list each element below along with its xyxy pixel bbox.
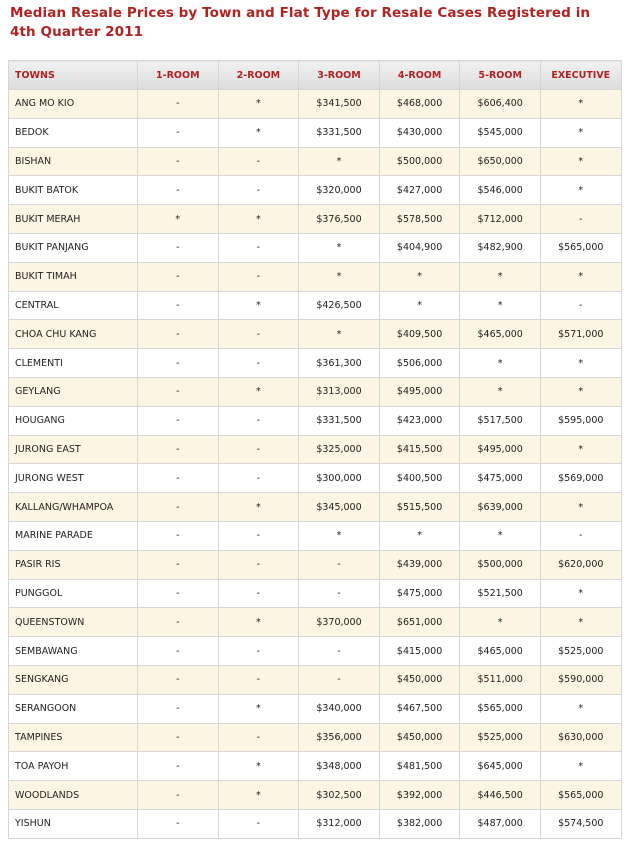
cell-town: GEYLANG [9, 377, 138, 406]
cell-5-room: $521,500 [460, 579, 541, 608]
resale-prices-table [8, 60, 622, 839]
cell-2-room: - [218, 521, 299, 550]
cell-3-room: $376,500 [299, 205, 380, 234]
table-row [9, 176, 622, 205]
cell-3-room: * [299, 147, 380, 176]
column-header-1-room: 1-ROOM [138, 61, 219, 90]
cell-3-room: * [299, 233, 380, 262]
cell-4-room: $500,000 [379, 147, 460, 176]
cell-1-room: - [138, 464, 219, 493]
table-row [9, 550, 622, 579]
column-header-5-room: 5-ROOM [460, 61, 541, 90]
cell-1-room: - [138, 262, 219, 291]
cell-town: KALLANG/WHAMPOA [9, 493, 138, 522]
cell-3-room: $356,000 [299, 723, 380, 752]
cell-3-room: $426,500 [299, 291, 380, 320]
cell-4-room: $392,000 [379, 781, 460, 810]
cell-4-room: $382,000 [379, 809, 460, 838]
cell-2-room: - [218, 464, 299, 493]
cell-2-room: * [218, 493, 299, 522]
cell-5-room: $517,500 [460, 406, 541, 435]
cell-4-room: $450,000 [379, 723, 460, 752]
cell-executive: $590,000 [540, 665, 621, 694]
cell-4-room: $439,000 [379, 550, 460, 579]
cell-5-room: $606,400 [460, 90, 541, 119]
table-row [9, 320, 622, 349]
cell-town: CENTRAL [9, 291, 138, 320]
column-header-3-room: 3-ROOM [299, 61, 380, 90]
cell-5-room: $500,000 [460, 550, 541, 579]
cell-4-room: $467,500 [379, 694, 460, 723]
column-header-4-room: 4-ROOM [379, 61, 460, 90]
cell-executive: - [540, 205, 621, 234]
cell-5-room: $465,000 [460, 637, 541, 666]
cell-1-room: - [138, 608, 219, 637]
table-row [9, 809, 622, 838]
cell-2-room: * [218, 118, 299, 147]
cell-4-room: * [379, 291, 460, 320]
cell-2-room: - [218, 550, 299, 579]
column-header-executive: EXECUTIVE [540, 61, 621, 90]
cell-town: JURONG EAST [9, 435, 138, 464]
cell-town: CHOA CHU KANG [9, 320, 138, 349]
cell-executive: * [540, 176, 621, 205]
cell-2-room: - [218, 262, 299, 291]
table-body [9, 90, 622, 839]
cell-3-room: $370,000 [299, 608, 380, 637]
cell-executive: * [540, 608, 621, 637]
cell-executive: - [540, 521, 621, 550]
cell-5-room: * [460, 608, 541, 637]
cell-5-room: $545,000 [460, 118, 541, 147]
cell-executive: * [540, 579, 621, 608]
cell-3-room: $325,000 [299, 435, 380, 464]
cell-5-room: $546,000 [460, 176, 541, 205]
cell-5-room: $475,000 [460, 464, 541, 493]
table-row [9, 90, 622, 119]
cell-town: SENGKANG [9, 665, 138, 694]
cell-town: TAMPINES [9, 723, 138, 752]
cell-executive: * [540, 493, 621, 522]
cell-1-room: - [138, 147, 219, 176]
cell-2-room: - [218, 579, 299, 608]
cell-2-room: - [218, 233, 299, 262]
cell-3-room: - [299, 579, 380, 608]
cell-executive: * [540, 90, 621, 119]
cell-3-room: $320,000 [299, 176, 380, 205]
cell-2-room: - [218, 723, 299, 752]
cell-1-room: - [138, 406, 219, 435]
cell-1-room: - [138, 752, 219, 781]
cell-1-room: - [138, 637, 219, 666]
cell-4-room: $423,000 [379, 406, 460, 435]
table-row [9, 637, 622, 666]
cell-2-room: - [218, 665, 299, 694]
cell-3-room: $331,500 [299, 118, 380, 147]
cell-executive: * [540, 147, 621, 176]
cell-town: QUEENSTOWN [9, 608, 138, 637]
table-row [9, 608, 622, 637]
table-row [9, 406, 622, 435]
cell-2-room: - [218, 637, 299, 666]
cell-executive: $574,500 [540, 809, 621, 838]
cell-4-room: $481,500 [379, 752, 460, 781]
cell-town: SERANGOON [9, 694, 138, 723]
cell-3-room: $341,500 [299, 90, 380, 119]
cell-town: TOA PAYOH [9, 752, 138, 781]
cell-4-room: $578,500 [379, 205, 460, 234]
cell-4-room: $415,500 [379, 435, 460, 464]
cell-5-room: $495,000 [460, 435, 541, 464]
cell-2-room: * [218, 608, 299, 637]
cell-1-room: - [138, 320, 219, 349]
cell-3-room: $312,000 [299, 809, 380, 838]
cell-executive: * [540, 262, 621, 291]
cell-3-room: $345,000 [299, 493, 380, 522]
cell-5-room: * [460, 291, 541, 320]
cell-4-room: $400,500 [379, 464, 460, 493]
cell-town: YISHUN [9, 809, 138, 838]
cell-1-room: - [138, 233, 219, 262]
cell-3-room: - [299, 637, 380, 666]
cell-5-room: $482,900 [460, 233, 541, 262]
cell-5-room: $511,000 [460, 665, 541, 694]
cell-town: SEMBAWANG [9, 637, 138, 666]
cell-3-room: $300,000 [299, 464, 380, 493]
cell-1-room: - [138, 118, 219, 147]
cell-executive: * [540, 349, 621, 378]
cell-4-room: $495,000 [379, 377, 460, 406]
cell-2-room: - [218, 176, 299, 205]
cell-town: HOUGANG [9, 406, 138, 435]
table-row [9, 464, 622, 493]
cell-2-room: - [218, 406, 299, 435]
cell-town: BUKIT TIMAH [9, 262, 138, 291]
cell-1-room: - [138, 377, 219, 406]
cell-3-room: $348,000 [299, 752, 380, 781]
table-row [9, 262, 622, 291]
cell-2-room: - [218, 147, 299, 176]
cell-executive: $630,000 [540, 723, 621, 752]
cell-4-room: $515,500 [379, 493, 460, 522]
cell-2-room: * [218, 90, 299, 119]
cell-4-room: $450,000 [379, 665, 460, 694]
cell-executive: $565,000 [540, 781, 621, 810]
cell-3-room: - [299, 550, 380, 579]
cell-3-room: - [299, 665, 380, 694]
cell-1-room: - [138, 694, 219, 723]
cell-executive: $595,000 [540, 406, 621, 435]
cell-4-room: * [379, 521, 460, 550]
cell-4-room: * [379, 262, 460, 291]
cell-2-room: - [218, 320, 299, 349]
cell-executive: $571,000 [540, 320, 621, 349]
cell-town: BUKIT PANJANG [9, 233, 138, 262]
page-title: Median Resale Prices by Town and Flat Type for Resale Cases Registered in 4th Quarter 2011 [10, 5, 591, 40]
cell-5-room: $565,000 [460, 694, 541, 723]
cell-5-room: * [460, 349, 541, 378]
cell-4-room: $506,000 [379, 349, 460, 378]
cell-4-room: $415,000 [379, 637, 460, 666]
cell-4-room: $475,000 [379, 579, 460, 608]
cell-1-room: - [138, 809, 219, 838]
cell-town: CLEMENTI [9, 349, 138, 378]
cell-town: WOODLANDS [9, 781, 138, 810]
cell-executive: * [540, 435, 621, 464]
cell-3-room: * [299, 521, 380, 550]
cell-executive: $525,000 [540, 637, 621, 666]
cell-2-room: - [218, 349, 299, 378]
cell-1-room: - [138, 90, 219, 119]
cell-1-room: - [138, 781, 219, 810]
table-row [9, 493, 622, 522]
cell-1-room: - [138, 176, 219, 205]
cell-executive: - [540, 291, 621, 320]
cell-5-room: $525,000 [460, 723, 541, 752]
cell-1-room: - [138, 665, 219, 694]
cell-1-room: - [138, 435, 219, 464]
cell-town: MARINE PARADE [9, 521, 138, 550]
table-row [9, 781, 622, 810]
cell-town: PASIR RIS [9, 550, 138, 579]
cell-3-room: * [299, 320, 380, 349]
cell-executive: $569,000 [540, 464, 621, 493]
cell-2-room: * [218, 752, 299, 781]
cell-executive: $565,000 [540, 233, 621, 262]
cell-4-room: $427,000 [379, 176, 460, 205]
table-row [9, 521, 622, 550]
table-row [9, 435, 622, 464]
table-row [9, 579, 622, 608]
table-row [9, 118, 622, 147]
table-row [9, 377, 622, 406]
cell-town: BUKIT BATOK [9, 176, 138, 205]
cell-town: BISHAN [9, 147, 138, 176]
cell-executive: * [540, 694, 621, 723]
cell-2-room: * [218, 377, 299, 406]
cell-executive: $620,000 [540, 550, 621, 579]
cell-4-room: $651,000 [379, 608, 460, 637]
cell-executive: * [540, 118, 621, 147]
table-row [9, 723, 622, 752]
table-row [9, 349, 622, 378]
cell-town: JURONG WEST [9, 464, 138, 493]
table-row [9, 694, 622, 723]
cell-executive: * [540, 377, 621, 406]
cell-1-room: - [138, 493, 219, 522]
cell-4-room: $409,500 [379, 320, 460, 349]
cell-5-room: $446,500 [460, 781, 541, 810]
cell-3-room: $361,300 [299, 349, 380, 378]
column-header-2-room: 2-ROOM [218, 61, 299, 90]
cell-4-room: $404,900 [379, 233, 460, 262]
cell-1-room: * [138, 205, 219, 234]
cell-3-room: $331,500 [299, 406, 380, 435]
cell-5-room: $639,000 [460, 493, 541, 522]
cell-5-room: * [460, 377, 541, 406]
cell-3-room: $302,500 [299, 781, 380, 810]
cell-5-room: $650,000 [460, 147, 541, 176]
table-row [9, 665, 622, 694]
cell-2-room: * [218, 781, 299, 810]
table-row [9, 205, 622, 234]
cell-1-room: - [138, 579, 219, 608]
cell-4-room: $468,000 [379, 90, 460, 119]
cell-1-room: - [138, 723, 219, 752]
cell-2-room: - [218, 809, 299, 838]
cell-2-room: * [218, 694, 299, 723]
cell-1-room: - [138, 550, 219, 579]
cell-5-room: * [460, 521, 541, 550]
cell-town: BUKIT MERAH [9, 205, 138, 234]
cell-5-room: $712,000 [460, 205, 541, 234]
cell-executive: * [540, 752, 621, 781]
cell-1-room: - [138, 349, 219, 378]
cell-2-room: * [218, 291, 299, 320]
table-header-row [9, 61, 622, 90]
table-row [9, 147, 622, 176]
cell-town: ANG MO KIO [9, 90, 138, 119]
column-header-towns: TOWNS [9, 61, 138, 90]
cell-5-room: $645,000 [460, 752, 541, 781]
cell-3-room: $313,000 [299, 377, 380, 406]
cell-town: PUNGGOL [9, 579, 138, 608]
table-row [9, 752, 622, 781]
cell-1-room: - [138, 291, 219, 320]
cell-2-room: * [218, 205, 299, 234]
cell-5-room: $487,000 [460, 809, 541, 838]
table-row [9, 291, 622, 320]
cell-2-room: - [218, 435, 299, 464]
table-row [9, 233, 622, 262]
cell-4-room: $430,000 [379, 118, 460, 147]
cell-5-room: * [460, 262, 541, 291]
cell-1-room: - [138, 521, 219, 550]
cell-town: BEDOK [9, 118, 138, 147]
cell-3-room: $340,000 [299, 694, 380, 723]
cell-5-room: $465,000 [460, 320, 541, 349]
cell-3-room: * [299, 262, 380, 291]
